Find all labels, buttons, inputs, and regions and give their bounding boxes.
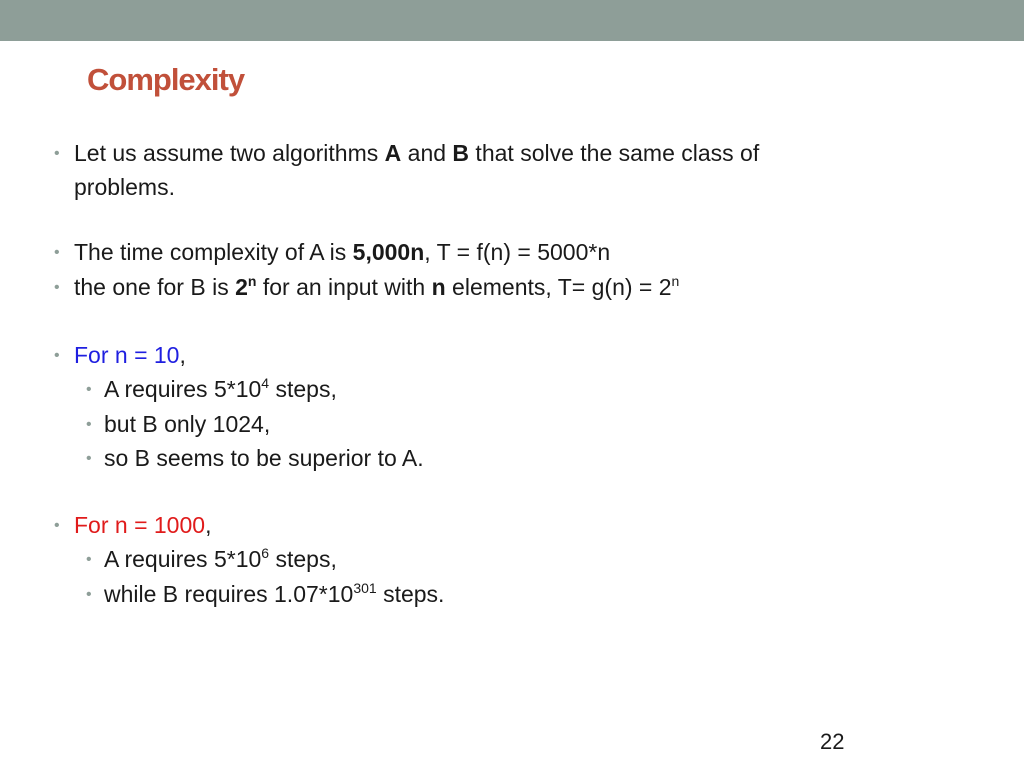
header-bar <box>0 0 1024 41</box>
sub-bullet-n1000-a: A requires $5*10^6$ steps, <box>104 545 337 572</box>
bullet-marker: • <box>54 279 60 296</box>
bullet-time-a: The time complexity of A is 5,000n, T = f(n) = 5000*n <box>74 239 611 265</box>
bullet-n10: For n = 10, <box>74 342 186 368</box>
sub-bullet-n10-a: A requires $5*10^4$ steps, <box>104 375 337 402</box>
sub-bullet-marker: • <box>86 586 92 603</box>
sub-bullet-marker: • <box>86 450 92 467</box>
slide-title: Complexity <box>87 62 245 97</box>
bullet-marker: • <box>54 145 60 162</box>
bullet-n1000: For n = 1000, <box>74 512 212 538</box>
bullet-assume: Let us assume two algorithms A and B that solve the same class of <box>74 140 760 166</box>
sub-bullet-marker: • <box>86 416 92 433</box>
bullet-time-b: the one for B is 2$^n$ for an input with n elements, $T= g(n) = 2^n$ <box>74 273 680 300</box>
sub-bullet-n1000-b: while B requires $1.07*10^{301}$ steps. <box>104 580 445 607</box>
sub-bullet-marker: • <box>86 551 92 568</box>
page-number: 22 <box>820 729 845 754</box>
bullet-marker: • <box>54 347 60 364</box>
sub-bullet-n10-b: but B only 1024, <box>104 411 271 437</box>
bullet-marker: • <box>54 517 60 534</box>
bullet-marker: • <box>54 244 60 261</box>
bullet-assume-continued: problems. <box>74 174 175 200</box>
sub-bullet-n10-c: so B seems to be superior to A. <box>104 445 424 471</box>
sub-bullet-marker: • <box>86 381 92 398</box>
